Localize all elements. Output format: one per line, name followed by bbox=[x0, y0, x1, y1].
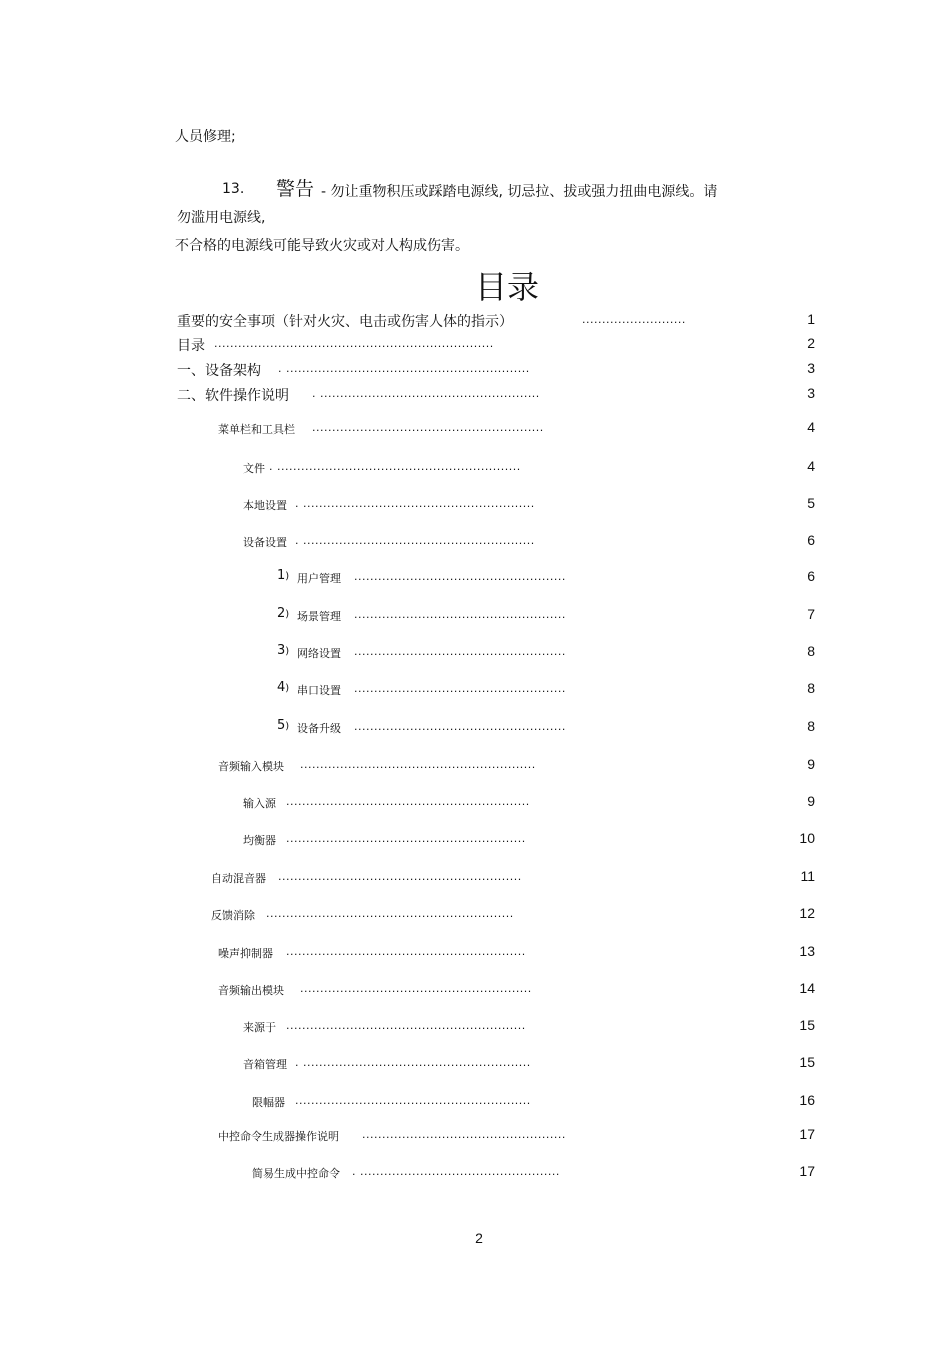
toc-title: 目录 bbox=[474, 268, 539, 306]
toc-page-number: 9 bbox=[807, 793, 815, 809]
toc-entry-title: 音频输入模块 bbox=[218, 760, 284, 773]
toc-entry-title: 目录 bbox=[177, 338, 205, 354]
toc-entry-title: 本地设置 bbox=[243, 499, 287, 512]
toc-entry[interactable] bbox=[218, 943, 815, 963]
toc-leader-dots: ............................................................. bbox=[286, 795, 530, 808]
toc-entry[interactable] bbox=[277, 643, 815, 663]
toc-leader-dots: . .................................................. bbox=[352, 1165, 560, 1178]
toc-entry-title: 均衡器 bbox=[243, 834, 276, 847]
toc-entry-title: 串口设置 bbox=[297, 684, 341, 697]
toc-entry-title: 设备设置 bbox=[243, 536, 287, 549]
toc-entry[interactable] bbox=[218, 1126, 815, 1146]
toc-entry[interactable] bbox=[218, 980, 815, 1000]
page-number: 2 bbox=[475, 1230, 483, 1246]
toc-entry-number: 5) bbox=[277, 718, 290, 733]
warning-text-continued: 勿滥用电源线, bbox=[177, 210, 266, 226]
toc-entry[interactable] bbox=[243, 1017, 815, 1037]
toc-leader-dots: .............................................................. bbox=[266, 907, 514, 920]
toc-entry[interactable] bbox=[252, 1163, 815, 1183]
toc-entry-title: 噪声抑制器 bbox=[218, 947, 273, 960]
toc-leader-dots: ............................................................ bbox=[286, 832, 526, 845]
toc-page-number: 6 bbox=[807, 568, 815, 584]
toc-page-number: 8 bbox=[807, 680, 815, 696]
toc-entry-number: 3) bbox=[277, 643, 290, 658]
toc-entry[interactable] bbox=[211, 868, 815, 888]
toc-entry[interactable] bbox=[243, 495, 815, 515]
toc-page-number: 11 bbox=[800, 868, 815, 884]
toc-entry-title: 简易生成中控命令 bbox=[252, 1167, 340, 1180]
toc-entry-title: 设备升级 bbox=[297, 722, 341, 735]
toc-page-number: 12 bbox=[799, 905, 815, 921]
toc-entry[interactable] bbox=[277, 568, 815, 588]
toc-entry[interactable] bbox=[243, 793, 815, 813]
toc-page-number: 15 bbox=[799, 1054, 815, 1070]
toc-entry[interactable] bbox=[211, 905, 815, 925]
toc-entry[interactable] bbox=[277, 718, 815, 738]
toc-entry[interactable] bbox=[243, 532, 815, 552]
toc-entry-index: 5 bbox=[277, 718, 286, 733]
toc-leader-dots: .......................................................... bbox=[312, 421, 544, 434]
toc-page-number: 3 bbox=[807, 360, 815, 376]
toc-entry-number: 1) bbox=[277, 568, 290, 583]
toc-page-number: 3 bbox=[807, 385, 815, 401]
toc-entry-title: 重要的安全事项（针对火灾、电击或伤害人体的指示） bbox=[177, 314, 513, 330]
toc-leader-dots: ..................................................... bbox=[354, 720, 566, 733]
toc-entry-title: 菜单栏和工具栏 bbox=[218, 423, 295, 436]
toc-entry-title: 用户管理 bbox=[297, 572, 341, 585]
toc-leader-dots: . ............................................................. bbox=[278, 362, 530, 375]
toc-entry[interactable] bbox=[177, 311, 815, 331]
toc-leader-dots: ..................................................... bbox=[354, 682, 566, 695]
toc-page-number: 4 bbox=[807, 419, 815, 435]
toc-entry[interactable] bbox=[243, 458, 815, 478]
toc-leader-dots: ........................................................... bbox=[295, 1094, 531, 1107]
toc-page-number: 13 bbox=[799, 943, 815, 959]
toc-page-number: 4 bbox=[807, 458, 815, 474]
toc-page-number: 17 bbox=[799, 1126, 815, 1142]
toc-leader-dots: ..................................................... bbox=[354, 608, 566, 621]
toc-page-number: 2 bbox=[807, 335, 815, 351]
toc-entry-title: 反馈消除 bbox=[211, 909, 255, 922]
toc-entry-title: 二、软件操作说明 bbox=[177, 388, 289, 404]
toc-entry-title: 网络设置 bbox=[297, 647, 341, 660]
toc-page-number: 17 bbox=[799, 1163, 815, 1179]
toc-entry-index: 4 bbox=[277, 680, 286, 695]
toc-entry-title: 文件 bbox=[243, 462, 265, 475]
toc-leader-dots: . ......................................................... bbox=[295, 1056, 531, 1069]
toc-entry-title: 中控命令生成器操作说明 bbox=[218, 1130, 339, 1143]
toc-entry-number: 4) bbox=[277, 680, 290, 695]
toc-page-number: 10 bbox=[799, 830, 815, 846]
toc-entry[interactable] bbox=[177, 335, 815, 355]
toc-page-number: 14 bbox=[799, 980, 815, 996]
toc-leader-dots: ............................................................. bbox=[278, 870, 522, 883]
toc-page-number: 16 bbox=[799, 1092, 815, 1108]
toc-leader-dots: . .......................................................... bbox=[295, 534, 535, 547]
toc-entry-title: 音频输出模块 bbox=[218, 984, 284, 997]
warning-text: - 勿让重物积压或踩踏电源线, 切忌拉、拔或强力扭曲电源线。请 bbox=[321, 184, 718, 200]
toc-entry[interactable] bbox=[243, 830, 815, 850]
toc-entry[interactable] bbox=[218, 756, 815, 776]
toc-leader-dots: ............................................................ bbox=[286, 945, 526, 958]
toc-entry[interactable] bbox=[177, 360, 815, 380]
toc-entry-title: 来源于 bbox=[243, 1021, 276, 1034]
toc-entry[interactable] bbox=[252, 1092, 815, 1112]
toc-page-number: 6 bbox=[807, 532, 815, 548]
toc-entry[interactable] bbox=[277, 606, 815, 626]
toc-leader-dots: . ....................................................... bbox=[312, 387, 540, 400]
toc-leader-dots: ........................................................... bbox=[300, 758, 536, 771]
toc-leader-dots: .......................... bbox=[582, 313, 686, 326]
toc-entry-title: 限幅器 bbox=[252, 1096, 285, 1109]
toc-entry-index: 1 bbox=[277, 568, 286, 583]
toc-page-number: 15 bbox=[799, 1017, 815, 1033]
toc-entry-title: 场景管理 bbox=[297, 610, 341, 623]
toc-page-number: 8 bbox=[807, 643, 815, 659]
toc-entry-index: 3 bbox=[277, 643, 286, 658]
toc-entry-title: 音箱管理 bbox=[243, 1058, 287, 1071]
warning-text-continued: 不合格的电源线可能导致火灾或对人构成伤害。 bbox=[175, 238, 469, 254]
toc-entry-index: 2 bbox=[277, 606, 286, 621]
body-text-line: 人员修理; bbox=[175, 129, 236, 145]
toc-leader-dots: .......................................................... bbox=[300, 982, 532, 995]
toc-entry-number: 2) bbox=[277, 606, 290, 621]
toc-entry-title: 输入源 bbox=[243, 797, 276, 810]
toc-page-number: 5 bbox=[807, 495, 815, 511]
toc-page-number: 7 bbox=[807, 606, 815, 622]
toc-leader-dots: ................................................... bbox=[362, 1128, 566, 1141]
toc-entry[interactable] bbox=[177, 385, 815, 405]
toc-page-number: 9 bbox=[807, 756, 815, 772]
toc-entry[interactable] bbox=[243, 1054, 815, 1074]
toc-leader-dots: ..................................................... bbox=[354, 570, 566, 583]
toc-entry-title: 一、设备架构 bbox=[177, 363, 261, 379]
toc-leader-dots: . ............................................................. bbox=[269, 460, 521, 473]
toc-leader-dots: ...................................................................... bbox=[214, 337, 494, 350]
toc-leader-dots: . .......................................................... bbox=[295, 497, 535, 510]
toc-page-number: 1 bbox=[807, 311, 815, 327]
list-item-number: 13. bbox=[222, 181, 245, 197]
toc-page-number: 8 bbox=[807, 718, 815, 734]
toc-entry[interactable] bbox=[218, 419, 815, 439]
warning-label: 警告 bbox=[276, 178, 315, 200]
toc-entry[interactable] bbox=[277, 680, 815, 700]
toc-leader-dots: ..................................................... bbox=[354, 645, 566, 658]
toc-leader-dots: ............................................................ bbox=[286, 1019, 526, 1032]
toc-entry-title: 自动混音器 bbox=[211, 872, 266, 885]
